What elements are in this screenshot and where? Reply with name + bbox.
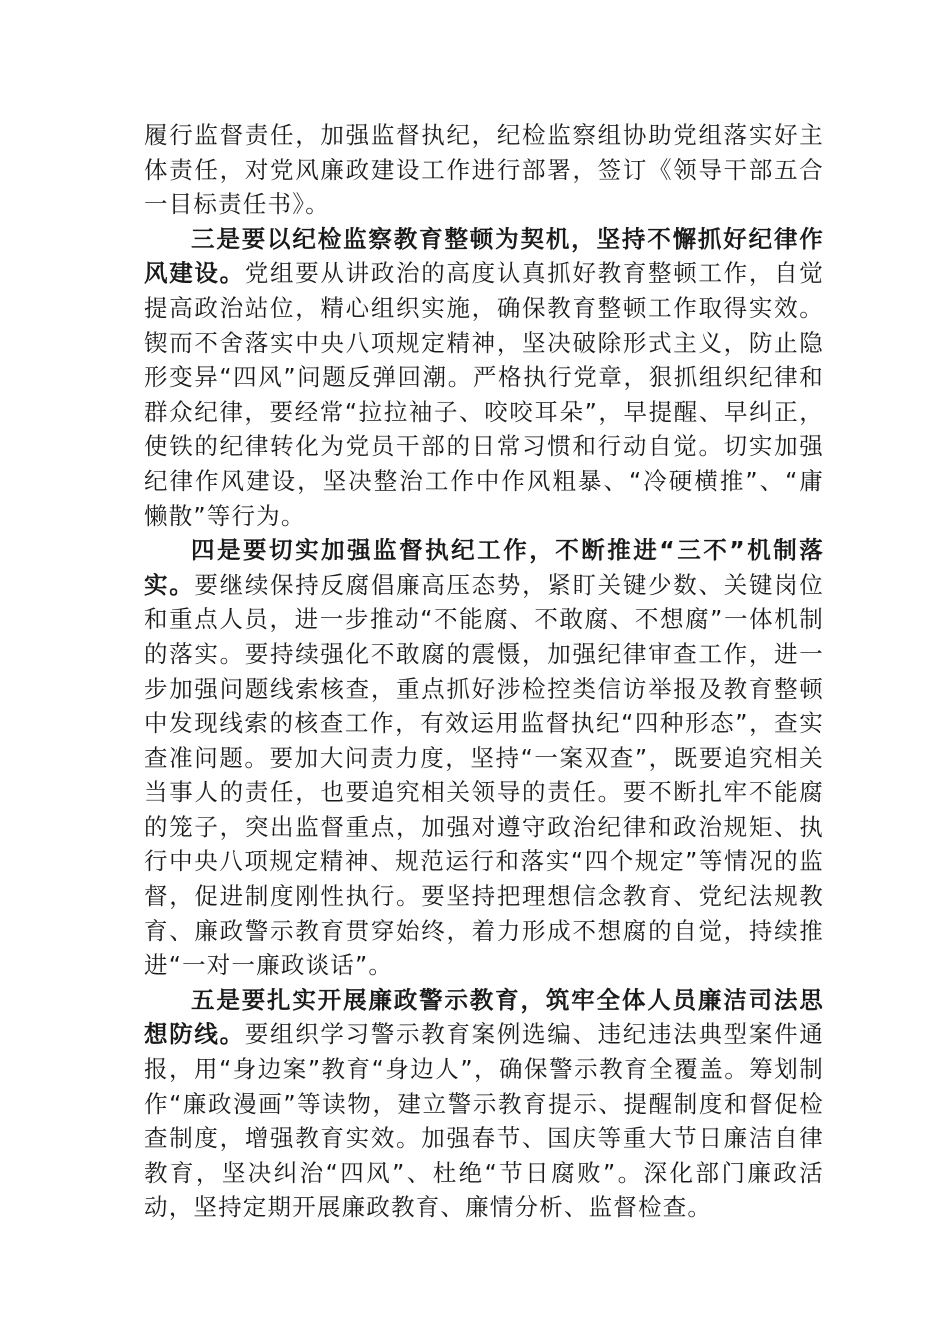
paragraph-point-five <box>144 983 824 1225</box>
paragraph-body: 党组要从讲政治的高度认真抓好教育整顿工作，自觉提高政治站位，精心组织实施，确保教育整顿工作取得实效。锲而不舍落实中央八项规定精神，坚决破除形式主义，防止隐形变异“四风”问题反弹回潮。严格执行党章，狠抓组织纪律和群众纪律，要经常“拉拉袖子、咬咬耳朵”，早提醒、早纠正，使铁的纪律转化为党员干部的日常习惯和行动自觉。切实加强纪律作风建设，坚决整治工作中作风粗暴、“冷硬横推”、“庸懒散”等行为。 <box>144 259 824 530</box>
paragraph-lead-heading: 三是要以纪检监察教育整顿为契机，坚持不懈抓好纪律作风建设。 <box>144 224 824 288</box>
paragraph-body: 履行监督责任，加强监督执纪，纪检监察组协助党组落实好主体责任，对党风廉政建设工作进行部署，签订《领导干部五合一目标责任书》。 <box>144 121 824 219</box>
paragraph-body: 要继续保持反腐倡廉高压态势，紧盯关键少数、关键岗位和重点人员，进一步推动“不能腐、不敢腐、不想腐”一体机制的落实。要持续强化不敢腐的震慑，加强纪律审查工作，进一步加强问题线索核查，重点抓好涉检控类信访举报及教育整顿中发现线索的核查工作，有效运用监督执纪“四种形态”，查实查准问题。要加大问责力度，坚持“一案双查”，既要追究相关当事人的责任，也要追究相关领导的责任。要不断扎牢不能腐的笼子，突出监督重点，加强对遵守政治纪律和政治规矩、执行中央八项规定精神、规范运行和落实“四个规定”等情况的监督，促进制度刚性执行。要坚持把理想信念教育、党纪法规教育、廉政警示教育贯穿始终，着力形成不想腐的自觉，持续推进“一对一廉政谈话”。 <box>144 570 825 980</box>
paragraph-continuation <box>144 118 824 222</box>
paragraph-lead-heading: 四是要切实加强监督执纪工作，不断推进“三不”机制落实。 <box>144 536 824 599</box>
document-page <box>144 118 824 1225</box>
paragraph-lead-heading: 五是要扎实开展廉政警示教育，筑牢全体人员廉洁司法思想防线。 <box>144 985 824 1049</box>
paragraph-point-three <box>144 222 824 533</box>
paragraph-point-four <box>144 533 824 983</box>
paragraph-body: 要组织学习警示教育案例选编、违纪违法典型案件通报，用“身边案”教育“身边人”，确保警示教育全覆盖。筹划制作“廉政漫画”等读物，建立警示教育提示、提醒制度和督促检查制度，增强教育实效。加强春节、国庆等重大节日廉洁自律教育，坚决纠治“四风”、杜绝“节日腐败”。深化部门廉政活动，坚持定期开展廉政教育、廉情分析、监督检查。 <box>144 1020 824 1222</box>
